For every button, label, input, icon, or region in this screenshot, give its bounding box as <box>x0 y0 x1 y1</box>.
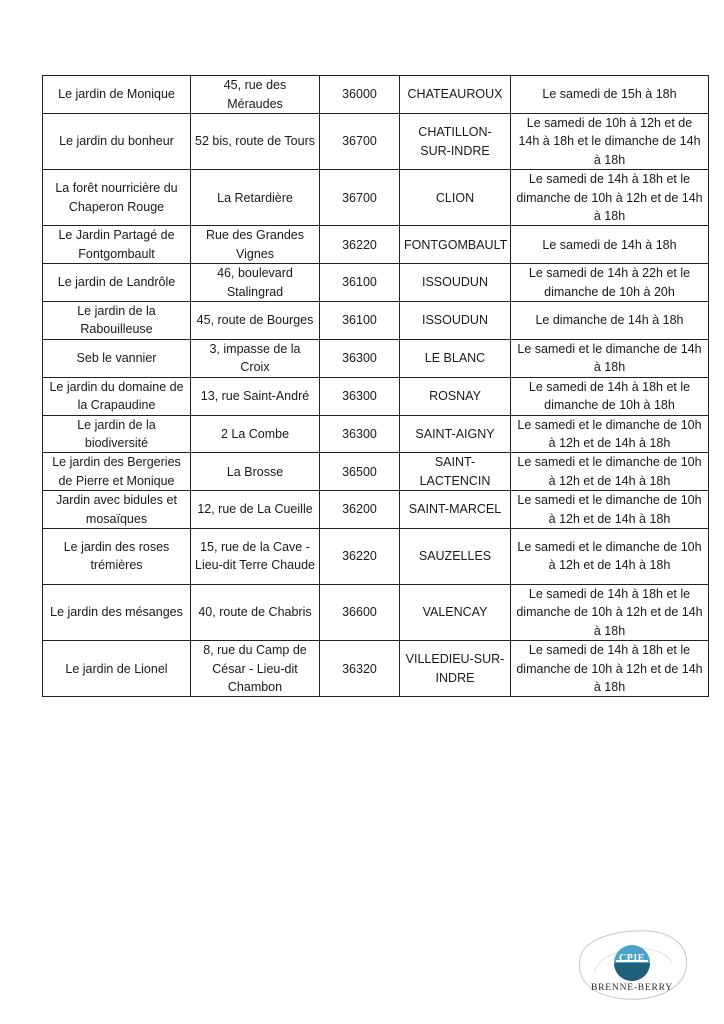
opening-hours-cell: Le dimanche de 14h à 18h <box>511 302 709 340</box>
postcode-cell: 36300 <box>320 339 400 377</box>
opening-hours-cell: Le samedi de 14h à 18h <box>511 226 709 264</box>
city-cell: ISSOUDUN <box>400 264 511 302</box>
garden-name-cell: Le jardin de la Rabouilleuse <box>43 302 191 340</box>
postcode-cell: 36000 <box>320 76 400 114</box>
garden-name-cell: Le jardin de Landrôle <box>43 264 191 302</box>
postcode-cell: 36600 <box>320 584 400 640</box>
city-cell: LE BLANC <box>400 339 511 377</box>
address-cell: 40, route de Chabris <box>191 584 320 640</box>
logo-disc-dark <box>614 963 650 981</box>
table-row <box>43 339 709 377</box>
postcode-cell: 36220 <box>320 528 400 584</box>
garden-name-cell: Le jardin de Lionel <box>43 641 191 697</box>
logo-monogram: CPIE <box>619 953 645 964</box>
address-cell: La Brosse <box>191 453 320 491</box>
city-cell: FONTGOMBAULT <box>400 226 511 264</box>
opening-hours-cell: Le samedi et le dimanche de 10h à 12h et de 14h à 18h <box>511 528 709 584</box>
address-cell: La Retardière <box>191 170 320 226</box>
logo-wordmark: BRENNE-BERRY <box>591 983 673 993</box>
address-cell: 3, impasse de la Croix <box>191 339 320 377</box>
city-cell: ISSOUDUN <box>400 302 511 340</box>
postcode-cell: 36700 <box>320 114 400 170</box>
table-row <box>43 170 709 226</box>
table-row <box>43 76 709 114</box>
table-row <box>43 226 709 264</box>
garden-name-cell: Le jardin des mésanges <box>43 584 191 640</box>
opening-hours-cell: Le samedi de 10h à 12h et de 14h à 18h et le dimanche de 14h à 18h <box>511 114 709 170</box>
address-cell: Rue des Grandes Vignes <box>191 226 320 264</box>
city-cell: VILLEDIEU-SUR-INDRE <box>400 641 511 697</box>
city-cell: SAINT-AIGNY <box>400 415 511 453</box>
logo-emblem-icon <box>570 925 694 1007</box>
address-cell: 13, rue Saint-André <box>191 377 320 415</box>
city-cell: CHATILLON-SUR-INDRE <box>400 114 511 170</box>
opening-hours-cell: Le samedi de 14h à 18h et le dimanche de 10h à 18h <box>511 377 709 415</box>
address-cell: 52 bis, route de Tours <box>191 114 320 170</box>
garden-name-cell: Le jardin du bonheur <box>43 114 191 170</box>
opening-hours-cell: Le samedi de 14h à 22h et le dimanche de 10h à 20h <box>511 264 709 302</box>
table-row <box>43 302 709 340</box>
table-row <box>43 377 709 415</box>
table-row <box>43 641 709 697</box>
gardens-table <box>42 75 709 697</box>
garden-name-cell: Le jardin du domaine de la Crapaudine <box>43 377 191 415</box>
table-row <box>43 264 709 302</box>
table-row <box>43 453 709 491</box>
address-cell: 45, route de Bourges <box>191 302 320 340</box>
opening-hours-cell: Le samedi et le dimanche de 10h à 12h et de 14h à 18h <box>511 491 709 529</box>
cpie-brenne-berry-logo <box>570 925 694 1007</box>
address-cell: 45, rue des Méraudes <box>191 76 320 114</box>
garden-name-cell: La forêt nourricière du Chaperon Rouge <box>43 170 191 226</box>
address-cell: 12, rue de La Cueille <box>191 491 320 529</box>
postcode-cell: 36100 <box>320 302 400 340</box>
postcode-cell: 36320 <box>320 641 400 697</box>
city-cell: ROSNAY <box>400 377 511 415</box>
garden-name-cell: Seb le vannier <box>43 339 191 377</box>
postcode-cell: 36220 <box>320 226 400 264</box>
garden-name-cell: Le jardin de Monique <box>43 76 191 114</box>
garden-name-cell: Le jardin de la biodiversité <box>43 415 191 453</box>
address-cell: 8, rue du Camp de César - Lieu-dit Chambon <box>191 641 320 697</box>
city-cell: CLION <box>400 170 511 226</box>
table-row <box>43 114 709 170</box>
address-cell: 2 La Combe <box>191 415 320 453</box>
garden-name-cell: Le jardin des Bergeries de Pierre et Monique <box>43 453 191 491</box>
table-row <box>43 491 709 529</box>
city-cell: SAINT-LACTENCIN <box>400 453 511 491</box>
opening-hours-cell: Le samedi de 15h à 18h <box>511 76 709 114</box>
postcode-cell: 36300 <box>320 415 400 453</box>
city-cell: SAINT-MARCEL <box>400 491 511 529</box>
table-row <box>43 528 709 584</box>
opening-hours-cell: Le samedi de 14h à 18h et le dimanche de 10h à 12h et de 14h à 18h <box>511 170 709 226</box>
opening-hours-cell: Le samedi de 14h à 18h et le dimanche de 10h à 12h et de 14h à 18h <box>511 584 709 640</box>
garden-name-cell: Jardin avec bidules et mosaïques <box>43 491 191 529</box>
postcode-cell: 36500 <box>320 453 400 491</box>
table-body <box>43 76 709 697</box>
city-cell: CHATEAUROUX <box>400 76 511 114</box>
postcode-cell: 36300 <box>320 377 400 415</box>
opening-hours-cell: Le samedi et le dimanche de 14h à 18h <box>511 339 709 377</box>
garden-name-cell: Le Jardin Partagé de Fontgombault <box>43 226 191 264</box>
postcode-cell: 36100 <box>320 264 400 302</box>
address-cell: 46, boulevard Stalingrad <box>191 264 320 302</box>
table-row <box>43 584 709 640</box>
opening-hours-cell: Le samedi et le dimanche de 10h à 12h et de 14h à 18h <box>511 453 709 491</box>
opening-hours-cell: Le samedi et le dimanche de 10h à 12h et de 14h à 18h <box>511 415 709 453</box>
postcode-cell: 36700 <box>320 170 400 226</box>
opening-hours-cell: Le samedi de 14h à 18h et le dimanche de 10h à 12h et de 14h à 18h <box>511 641 709 697</box>
table-row <box>43 415 709 453</box>
postcode-cell: 36200 <box>320 491 400 529</box>
city-cell: SAUZELLES <box>400 528 511 584</box>
address-cell: 15, rue de la Cave - Lieu-dit Terre Chaude <box>191 528 320 584</box>
city-cell: VALENCAY <box>400 584 511 640</box>
garden-name-cell: Le jardin des roses trémières <box>43 528 191 584</box>
